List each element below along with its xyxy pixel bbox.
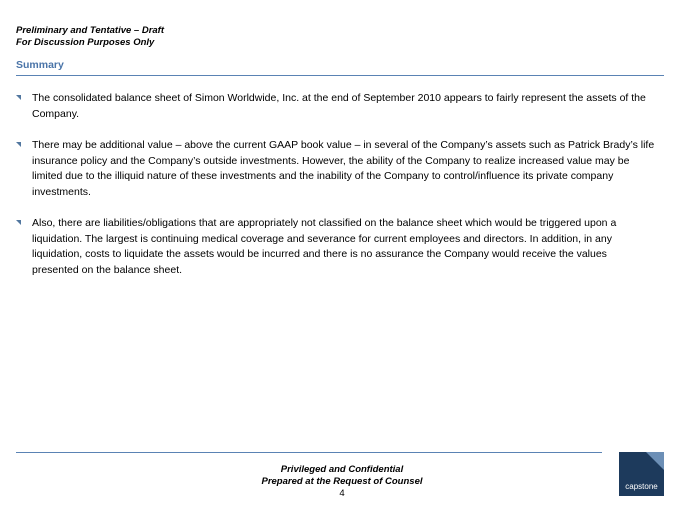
page-number: 4 — [339, 488, 345, 499]
footer-line-2: Prepared at the Request of Counsel — [261, 475, 423, 487]
logo-text: capstone — [625, 482, 658, 491]
header-line-2: For Discussion Purposes Only — [16, 37, 155, 48]
bullet-item — [16, 216, 656, 278]
logo-corner-fold — [646, 452, 664, 470]
bullet-triangle-icon — [16, 95, 21, 100]
bottom-divider — [16, 452, 602, 453]
bullet-triangle-icon — [16, 220, 21, 225]
summary-bullet-list — [16, 91, 656, 294]
bullet-text: Also, there are liabilities/obligations that are appropriately not classified on the balance sheet which would be triggered upon a liquidation. The largest is continuing medical coverage and severance for current employees and directors. In addition, in any liquidation, costs to liquidate the assets would be incurred and there is no assurance the Company would receive the values presented on the balance sheet. — [32, 217, 617, 276]
draft-header — [16, 25, 164, 49]
confidential-footer — [182, 464, 502, 487]
section-title: Summary — [16, 59, 64, 71]
bullet-text: The consolidated balance sheet of Simon Worldwide, Inc. at the end of September 2010 appears to fairly represent the assets of the Company. — [32, 92, 646, 120]
top-divider — [16, 75, 664, 76]
header-line-1: Preliminary and Tentative – Draft — [16, 25, 165, 36]
bullet-triangle-icon — [16, 142, 21, 147]
bullet-text: There may be additional value – above the current GAAP book value – in several of the Company’s assets such as Patrick Brady’s life insurance policy and the Company’s outside investments. However, the ability of the Company to realize increased value may be limited due to the illiquid nature of these investments and the inability of the Company to control/influence its private company investments. — [32, 139, 655, 198]
footer-line-1: Privileged and Confidential — [280, 464, 404, 475]
bullet-item — [16, 138, 656, 200]
capstone-logo — [619, 452, 664, 496]
bullet-item — [16, 91, 656, 122]
